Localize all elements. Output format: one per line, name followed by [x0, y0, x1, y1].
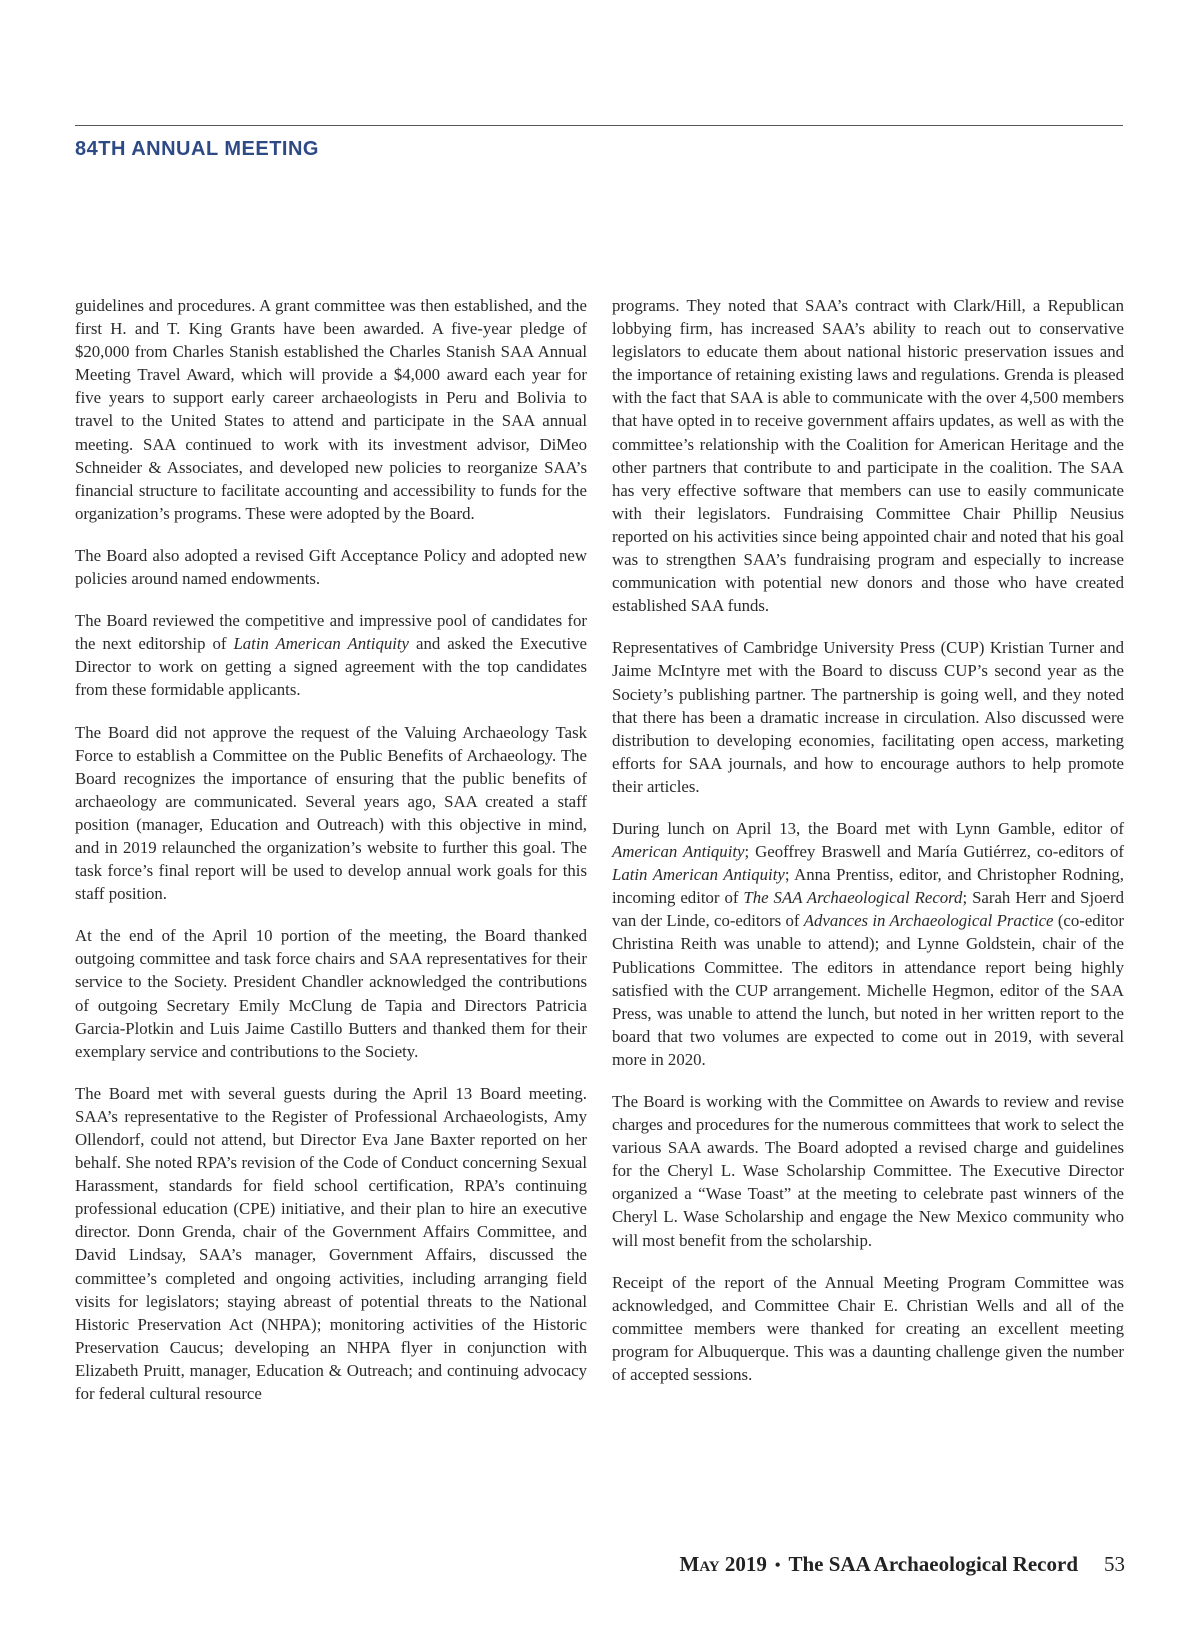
right-column — [612, 294, 1124, 1405]
text-run: The Board reviewed the competitive and impressive pool of candidates for the next editorship of — [75, 611, 587, 654]
paragraph: guidelines and procedures. A grant committee was then established, and the first H. and T. King Grants have been awarded. A five-year pledge of $20,000 from Charles Stanish established the Charles Stanish SAA Annual Meeting Travel Award, which will provide a $4,000 award each year for five years to support early career archaeologists in Peru and Bolivia to travel to the United States to attend and participate in the SAA annual meeting. SAA continued to work with its investment advisor, DiMeo Schneider & Associates, and developed new policies to reorganize SAA’s financial structure to facilitate accounting and accessibility to funds for the organization’s programs. These were adopted by the Board. — [75, 296, 587, 523]
journal-title: American Antiquity — [612, 842, 745, 862]
paragraph: The Board met with several guests during the April 13 Board meeting. SAA’s representative to the Register of Professional Archaeologists, Amy Ollendorf, could not attend, but Director Eva Jane Baxter reported on her behalf. She noted RPA’s revision of the Code of Conduct concerning Sexual Harassment, standards for field school certification, RPA’s continuing professional education (CPE) initiative, and their plan to hire an executive director. Donn Grenda, chair of the Government Affairs Committee, and David Lindsay, SAA’s manager, Government Affairs, discussed the committee’s completed and ongoing activities, including arranging field visits for legislators; staying abreast of potential threats to the National Historic Preservation Act (NHPA); monitoring activities of the Historic Preservation Caucus; developing an NHPA flyer in conjunction with Elizabeth Pruitt, manager, Education & Outreach; and continuing advocacy for federal cultural resource — [75, 1083, 587, 1404]
paragraph: The Board is working with the Committee on Awards to review and revise charges and procedures for the numerous committees that work to select the various SAA awards. The Board adopted a revised charge and guidelines for the Cheryl L. Wase Scholarship Committee. The Executive Director organized a “Wase Toast” at the meeting to celebrate past winners of the Cheryl L. Wase Scholarship and engage the New Mexico community who will most benefit from the scholarship. — [612, 1092, 1124, 1250]
left-column — [75, 294, 587, 1424]
issue-date: May 2019 — [679, 1552, 767, 1576]
paragraph: The Board did not approve the request of the Valuing Archaeology Task Force to establish a Committee on the Public Benefits of Archaeology. The Board recognizes the importance of ensuring that the public benefits of archaeology are communicated. Several years ago, SAA created a staff position (manager, Education and Outreach) with this objective in mind, and in 2019 relaunched the organization’s website to further this goal. The task force’s final report will be used to develop annual work goals for this staff position. — [75, 722, 587, 904]
journal-title: Latin American Antiquity — [612, 865, 785, 885]
text-run: ; Anna Prentiss, editor, and Christopher Rodning, incoming editor of — [612, 865, 1125, 908]
text-run: and asked the Executive Director to work on getting a signed agreement with the top candidates from these formidable applicants. — [75, 634, 587, 700]
paragraph — [612, 817, 1124, 1071]
section-title: 84TH ANNUAL MEETING — [75, 138, 319, 160]
paragraph: Receipt of the report of the Annual Meeting Program Committee was acknowledged, and Committee Chair E. Christian Wells and all of the committee members were thanked for creating an excellent meeting program for Albuquerque. This was a daunting challenge given the number of accepted sessions. — [612, 1272, 1124, 1385]
paragraph — [75, 609, 587, 701]
journal-title: Latin American Antiquity — [233, 634, 410, 654]
text-run: During lunch on April 13, the Board met with Lynn Gamble, editor of — [612, 818, 1124, 838]
header-rule — [75, 125, 1123, 126]
paragraph: Representatives of Cambridge University Press (CUP) Kristian Turner and Jaime McIntyre met with the Board to discuss CUP’s second year as the Society’s publishing partner. The partnership is going well, and they noted that there has been a dramatic increase in circulation. Also discussed were distribution to developing economies, facilitating open access, marketing efforts for SAA journals, and how to encourage authors to help promote their articles. — [612, 638, 1124, 796]
paragraph: At the end of the April 10 portion of the meeting, the Board thanked outgoing committee and task force chairs and SAA representatives for their service to the Society. President Chandler acknowledged the contributions of outgoing Secretary Emily McClung de Tapia and Directors Patricia Garcia-Plotkin and Luis Jaime Castillo Butters and thanked them for their exemplary service and contributions to the Society. — [75, 926, 587, 1061]
publication-name: The SAA Archaeological Record — [788, 1552, 1078, 1576]
journal-title: The SAA Archaeological Record — [743, 888, 963, 908]
page-number: 53 — [1104, 1552, 1125, 1576]
bullet-separator: • — [774, 1557, 781, 1575]
text-run: ; Geoffrey Braswell and María Gutiérrez, co-editors of — [744, 842, 1124, 862]
text-run: (co-editor Christina Reith was unable to attend); and Lynne Goldstein, chair of the Publications Committee. The editors in attendance report being highly satisfied with the CUP arrangement. Michelle Hegmon, editor of the SAA Press, was unable to attend the lunch, but noted in her written report to the board that two volumes are expected to come out in 2019, with several more in 2020. — [612, 911, 1124, 1069]
page-footer — [600, 1552, 1125, 1577]
paragraph: The Board also adopted a revised Gift Acceptance Policy and adopted new policies around named endowments. — [75, 545, 587, 589]
journal-title: Advances in Archaeological Practice — [803, 911, 1054, 931]
text-run: ; Sarah Herr and Sjoerd van der Linde, co-editors of — [612, 888, 1124, 931]
paragraph: programs. They noted that SAA’s contract with Clark/Hill, a Republican lobbying firm, has increased SAA’s ability to reach out to conservative legislators to educate them about national historic preservation issues and the importance of retaining existing laws and regulations. Grenda is pleased with the fact that SAA is able to communicate with the over 4,500 members that have opted in to receive government affairs updates, as well as with the committee’s relationship with the Coalition for American Heritage and the other partners that contribute to and participate in the coalition. The SAA has very effective software that members can use to easily communicate with their legislators. Fundraising Committee Chair Phillip Neusius reported on his activities since being appointed chair and noted that his goal was to strengthen SAA’s fundraising program and especially to increase communication with potential new donors and those who have created established SAA funds. — [612, 296, 1124, 616]
